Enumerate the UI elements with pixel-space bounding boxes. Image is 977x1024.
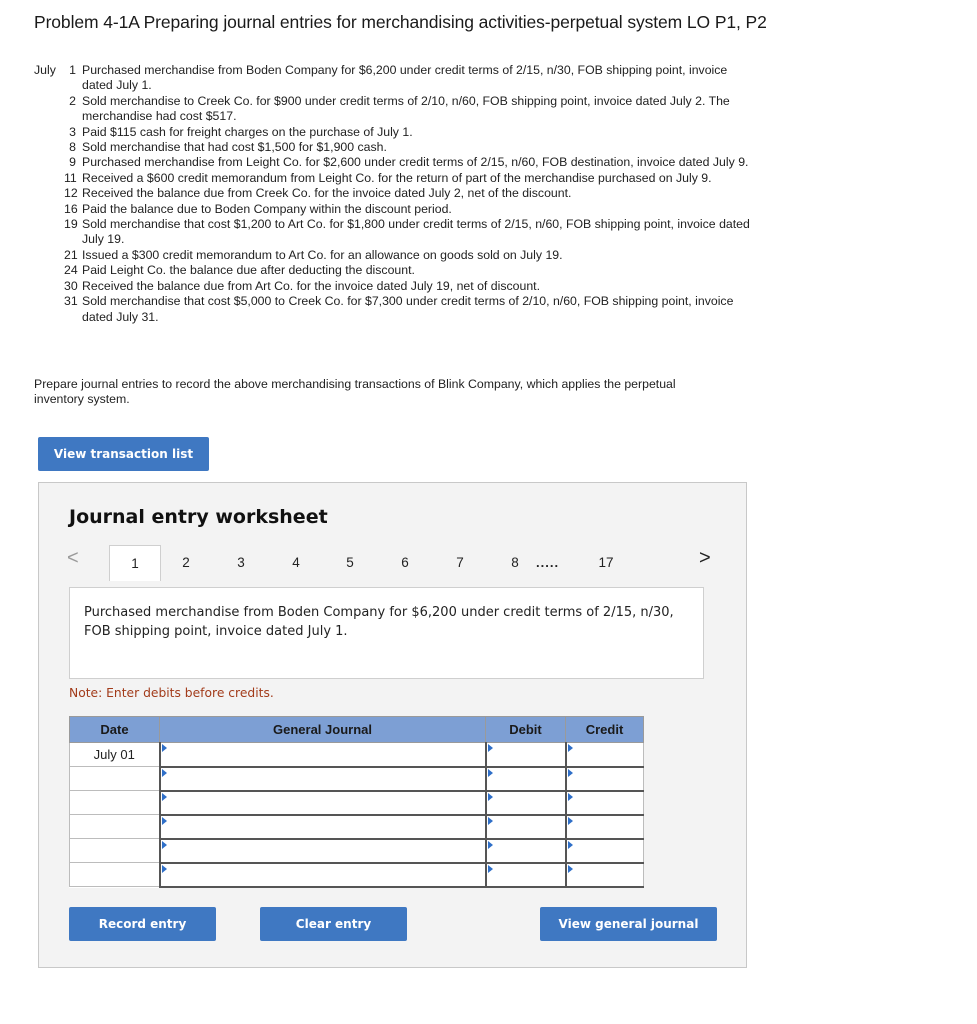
- dropdown-marker-icon: [568, 744, 573, 752]
- credit-cell[interactable]: [566, 839, 644, 863]
- date-cell: [70, 767, 160, 791]
- journal-entry-worksheet: [38, 482, 747, 968]
- transaction-item: 21 Issued a $300 credit memorandum to Art Co. for an allowance on goods sold on July 19.: [64, 247, 563, 262]
- dropdown-marker-icon: [488, 841, 493, 849]
- transaction-item: 3 Paid $115 cash for freight charges on the purchase of July 1.: [69, 124, 413, 139]
- debit-cell[interactable]: [486, 767, 566, 791]
- dropdown-marker-icon: [162, 817, 167, 825]
- account-cell[interactable]: [160, 815, 486, 839]
- table-header-row: [70, 717, 644, 743]
- page-tab-5[interactable]: 5: [346, 554, 354, 570]
- table-row: [70, 839, 644, 863]
- header-general-journal: General Journal: [160, 717, 486, 743]
- date-cell: July 01: [70, 743, 160, 767]
- debit-input[interactable]: [487, 792, 565, 814]
- page-title: Problem 4-1A Preparing journal entries for merchandising activities-perpetual system LO P1, P2: [34, 12, 767, 32]
- transaction-item: 19 Sold merchandise that cost $1,200 to Art Co. for $1,800 under credit terms of 2/15, n/60, FOB shipping point, invoice dated July 19.: [64, 217, 750, 247]
- debit-cell[interactable]: [486, 863, 566, 887]
- transaction-item: 31 Sold merchandise that cost $5,000 to Creek Co. for $7,300 under credit terms of 2/10, n/60, FOB shipping point, invoice dated July 31.: [64, 294, 734, 324]
- account-input[interactable]: [161, 864, 485, 886]
- page-tab-8[interactable]: 8: [511, 554, 519, 570]
- credit-input[interactable]: [567, 768, 644, 790]
- transaction-item: 30 Received the balance due from Art Co. for the invoice dated July 19, net of discount.: [64, 278, 540, 293]
- chevron-left-icon[interactable]: <: [67, 547, 79, 569]
- header-debit: Debit: [486, 717, 566, 743]
- worksheet-title: Journal entry worksheet: [69, 506, 328, 528]
- debit-input[interactable]: [487, 816, 565, 838]
- account-input[interactable]: [161, 768, 485, 790]
- transaction-item: July 1 Purchased merchandise from Boden Company for $6,200 under credit terms of 2/15, n/30, FOB shipping point, invoice dated July 1.: [34, 63, 728, 93]
- dropdown-marker-icon: [488, 865, 493, 873]
- page-tab-3[interactable]: 3: [237, 554, 245, 570]
- account-input[interactable]: [161, 792, 485, 814]
- account-input[interactable]: [161, 840, 485, 862]
- dropdown-marker-icon: [488, 793, 493, 801]
- page-tab-7[interactable]: 7: [456, 554, 464, 570]
- dropdown-marker-icon: [162, 793, 167, 801]
- debit-cell[interactable]: [486, 815, 566, 839]
- transaction-item: 11 Received a $600 credit memorandum from Leight Co. for the return of part of the merchandise purchased on July 9.: [64, 170, 712, 185]
- debit-cell[interactable]: [486, 791, 566, 815]
- dropdown-marker-icon: [488, 817, 493, 825]
- page-tab-6[interactable]: 6: [401, 554, 409, 570]
- transaction-description: Purchased merchandise from Boden Company for $6,200 under credit terms of 2/15, n/30, FOB shipping point, invoice dated July 1.: [69, 587, 704, 679]
- account-cell[interactable]: [160, 791, 486, 815]
- header-credit: Credit: [566, 717, 644, 743]
- date-cell: [70, 863, 160, 887]
- transaction-list: [34, 63, 754, 325]
- page-tab-2[interactable]: 2: [182, 554, 190, 570]
- credit-input[interactable]: [567, 792, 644, 814]
- account-input[interactable]: [161, 743, 485, 765]
- instructions: Prepare journal entries to record the above merchandising transactions of Blink Company, which applies the perpetual inventory system.: [34, 377, 676, 407]
- dropdown-marker-icon: [568, 793, 573, 801]
- credit-input[interactable]: [567, 816, 644, 838]
- dropdown-marker-icon: [162, 769, 167, 777]
- credit-cell[interactable]: [566, 791, 644, 815]
- table-row: [70, 767, 644, 791]
- table-row: [70, 815, 644, 839]
- transaction-item: 24 Paid Leight Co. the balance due after deducting the discount.: [64, 263, 415, 278]
- clear-entry-button[interactable]: Clear entry: [260, 907, 407, 941]
- debit-input[interactable]: [487, 743, 565, 765]
- credit-input[interactable]: [567, 864, 644, 886]
- dropdown-marker-icon: [568, 769, 573, 777]
- dropdown-marker-icon: [568, 841, 573, 849]
- transaction-item: 8 Sold merchandise that had cost $1,500 for $1,900 cash.: [69, 140, 387, 155]
- chevron-right-icon[interactable]: >: [699, 547, 711, 569]
- account-cell[interactable]: [160, 743, 486, 767]
- page-ellipsis: .....: [536, 554, 560, 570]
- dropdown-marker-icon: [488, 769, 493, 777]
- header-date: Date: [70, 717, 160, 743]
- page-tab-4[interactable]: 4: [292, 554, 300, 570]
- record-entry-button[interactable]: Record entry: [69, 907, 216, 941]
- table-row: [70, 791, 644, 815]
- credit-input[interactable]: [567, 840, 644, 862]
- dropdown-marker-icon: [162, 841, 167, 849]
- transaction-item: 9 Purchased merchandise from Leight Co. for $2,600 under credit terms of 2/15, n/60, FOB destination, invoice dated July 9.: [69, 155, 749, 170]
- transaction-item: 12 Received the balance due from Creek Co. for the invoice dated July 2, net of the discount.: [64, 186, 572, 201]
- account-cell[interactable]: [160, 839, 486, 863]
- account-cell[interactable]: [160, 767, 486, 791]
- debit-input[interactable]: [487, 768, 565, 790]
- page-tab-1[interactable]: 1: [109, 545, 161, 581]
- dropdown-marker-icon: [568, 865, 573, 873]
- account-input[interactable]: [161, 816, 485, 838]
- journal-table: [69, 716, 644, 888]
- dropdown-marker-icon: [162, 865, 167, 873]
- credit-input[interactable]: [567, 743, 644, 765]
- debit-input[interactable]: [487, 864, 565, 886]
- date-cell: [70, 839, 160, 863]
- worksheet-pager: [39, 545, 748, 579]
- credit-cell[interactable]: [566, 767, 644, 791]
- view-general-journal-button[interactable]: View general journal: [540, 907, 717, 941]
- date-cell: [70, 791, 160, 815]
- transaction-item: 2 Sold merchandise to Creek Co. for $900 under credit terms of 2/10, n/60, FOB shipping point, invoice dated July 2. The merchandise had cost $517.: [69, 93, 730, 124]
- dropdown-marker-icon: [162, 744, 167, 752]
- dropdown-marker-icon: [568, 817, 573, 825]
- debit-input[interactable]: [487, 840, 565, 862]
- credit-cell[interactable]: [566, 863, 644, 887]
- credit-cell[interactable]: [566, 815, 644, 839]
- transaction-item: 16 Paid the balance due to Boden Company within the discount period.: [64, 201, 452, 216]
- debit-cell[interactable]: [486, 839, 566, 863]
- date-cell: [70, 815, 160, 839]
- credit-cell[interactable]: [566, 743, 644, 767]
- view-transaction-list-button[interactable]: View transaction list: [38, 437, 209, 471]
- table-row: [70, 863, 644, 887]
- account-cell[interactable]: [160, 863, 486, 887]
- dropdown-marker-icon: [488, 744, 493, 752]
- note-text: Note: Enter debits before credits.: [69, 686, 274, 700]
- table-row: [70, 743, 644, 767]
- debit-cell[interactable]: [486, 743, 566, 767]
- page-tab-17[interactable]: 17: [598, 554, 614, 570]
